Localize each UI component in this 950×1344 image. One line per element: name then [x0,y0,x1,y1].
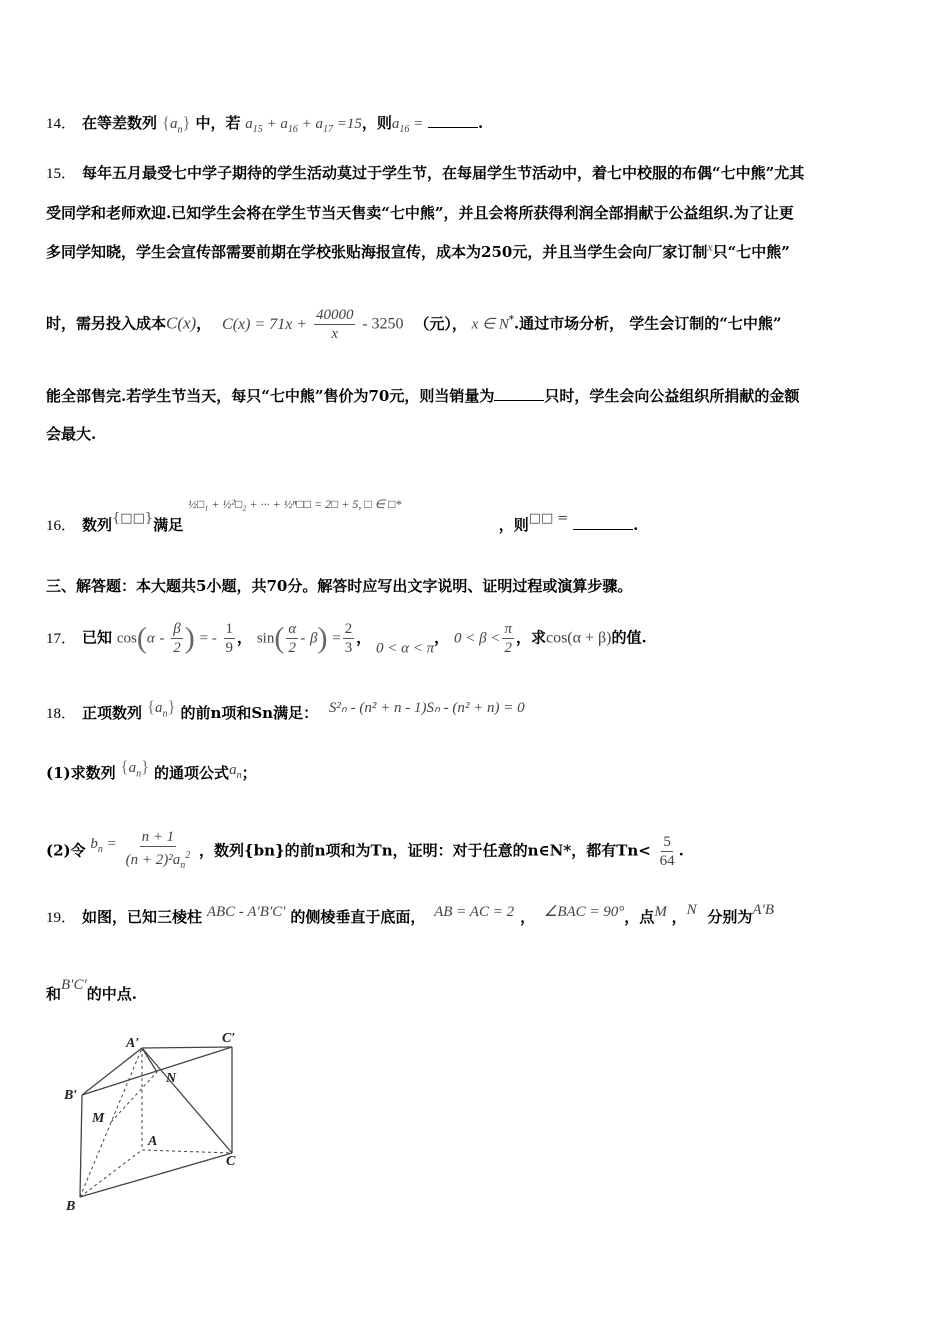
label-m: M [92,1111,105,1126]
condition-formula: $a_{15} + a_{16} + a_{17} =15$ [245,116,362,135]
answer-blank[interactable] [573,515,633,530]
label-b1: B′ [64,1088,78,1103]
question-14: 14． 在等差数列 $\{a_n\}$ 中，若 $a_{15} + a_{16} + a_{17} =15$，则$a_{16}$ = . [46,113,484,136]
answer-blank[interactable] [428,113,478,128]
question-15-line-4: 时，需另投入成本C(x)， C(x) = 71x + $\frac{40000}{x}$ - 3250 （元）， x ∈ N*.通过市场分析， 学生会订制的“七中熊” [46,307,782,342]
label-b: B [66,1199,76,1214]
label-a: A [148,1134,158,1149]
edge-a1-c1 [142,1047,232,1048]
question-number: 15． [46,166,77,182]
question-15-line-2: 受同学和老师欢迎.已知学生会将在学生节当天售卖“七中熊”，并且会将所获得利润全部捐献于公益组织.为了让更 [46,204,794,222]
label-c1: C′ [222,1031,236,1046]
edge-a1-b1 [82,1048,142,1095]
question-15-line-5: 能全部售完.若学生节当天，每只“七中熊”售价为70元，则当销量为 只时，学生会向公益组织所捐献的金额 [46,387,800,405]
bound-fraction: $\frac{5}{64}$ [659,834,675,869]
question-19: 19． 如图，已知三棱柱 ABC - A′B′C′ 的侧棱垂直于底面， AB = AC = 2 ， ∠BAC = 90°，点M ，N 分别为A′B [46,902,775,926]
label-n: N [166,1071,177,1086]
question-15-line-3: 多同学知晓，学生会宣传部需要前期在学校张贴海报宣传，成本为250元，并且当学生会向厂家订制$^x$只“七中熊” [46,240,790,261]
question-15-line-6: 会最大. [46,425,97,443]
label-c: C [226,1154,236,1169]
question-18-part-1: (1)求数列 $\{a_n\}$ 的通项公式$a_n$； [46,757,257,782]
label-a1: A′ [126,1036,140,1051]
sequence-notation: {□□} [112,511,154,526]
prism-figure [60,1025,260,1225]
question-18-part-2: (2)令 $b_n$ = $\frac{n + 1}{(n + 2)^2a_n^2}$ ，数列{bn}的前n项和为Tn，证明：对于任意的n∈N*，都有Tn< $\frac{5}{64}$ . [46,828,910,875]
question-number: 14． [46,116,77,132]
edge-m-n [111,1072,157,1122]
question-15-line-1: 15． 每年五月最受七中学子期待的学生活动莫过于学生节，在每届学生节活动中，着七中校服的布偶“七中熊”尤其 [46,164,805,182]
garbled-formula: ½□₁ + ½²□₂ + ··· + ½ⁿ□□ = 2□ + 5, □ ∈ □* [187,497,402,511]
answer-blank[interactable] [494,386,544,401]
edge-a-c [142,1150,232,1153]
cost-fraction: $\frac{40000}{x}$ [315,307,354,342]
target-term: $a_{16}$ = [391,116,424,135]
question-17: 17． 已知 cos(α - $\frac{\beta}{2}$ ) = - $\frac{1}{9}$ ， sin( $\frac{\alpha}{2}$ - β) = $\frac{2}{3}$ ， 0 < α < π， 0 < β < $\frac{\pi}{2}$ ，求cos(α + β)的值. [46,621,647,657]
question-19-line-2: 和B′C′的中点. [46,977,137,1003]
bn-fraction: $\frac{n + 1}{(n + 2)^2a_n^2}$ [125,829,191,871]
sequence-notation: $\{a_n\}$ [161,113,191,136]
edge-a1-n [142,1048,157,1072]
edge-b-a1 [80,1048,142,1197]
question-16: 16． 数列{□□}满足 ½□₁ + ½²□₂ + ··· + ½ⁿ□□ = 2□ + 5, □ ∈ □* ，则□□ = . [46,494,910,536]
question-18: 18． 正项数列 $\{a_n\}$ 的前n项和Sn满足： S²ₙ - (n² + n - 1)Sₙ - (n² + n) = 0 [46,697,525,722]
edge-b1-b [80,1095,82,1197]
edge-b-c [80,1153,232,1197]
section-3-title: 三、解答题：本大题共5小题，共70分。解答时应写出文字说明、证明过程或演算步骤。 [46,577,633,595]
sum-equation: S²ₙ - (n² + n - 1)Sₙ - (n² + n) = 0 [328,700,525,716]
cost-formula: C(x) = 71x + [222,315,308,333]
